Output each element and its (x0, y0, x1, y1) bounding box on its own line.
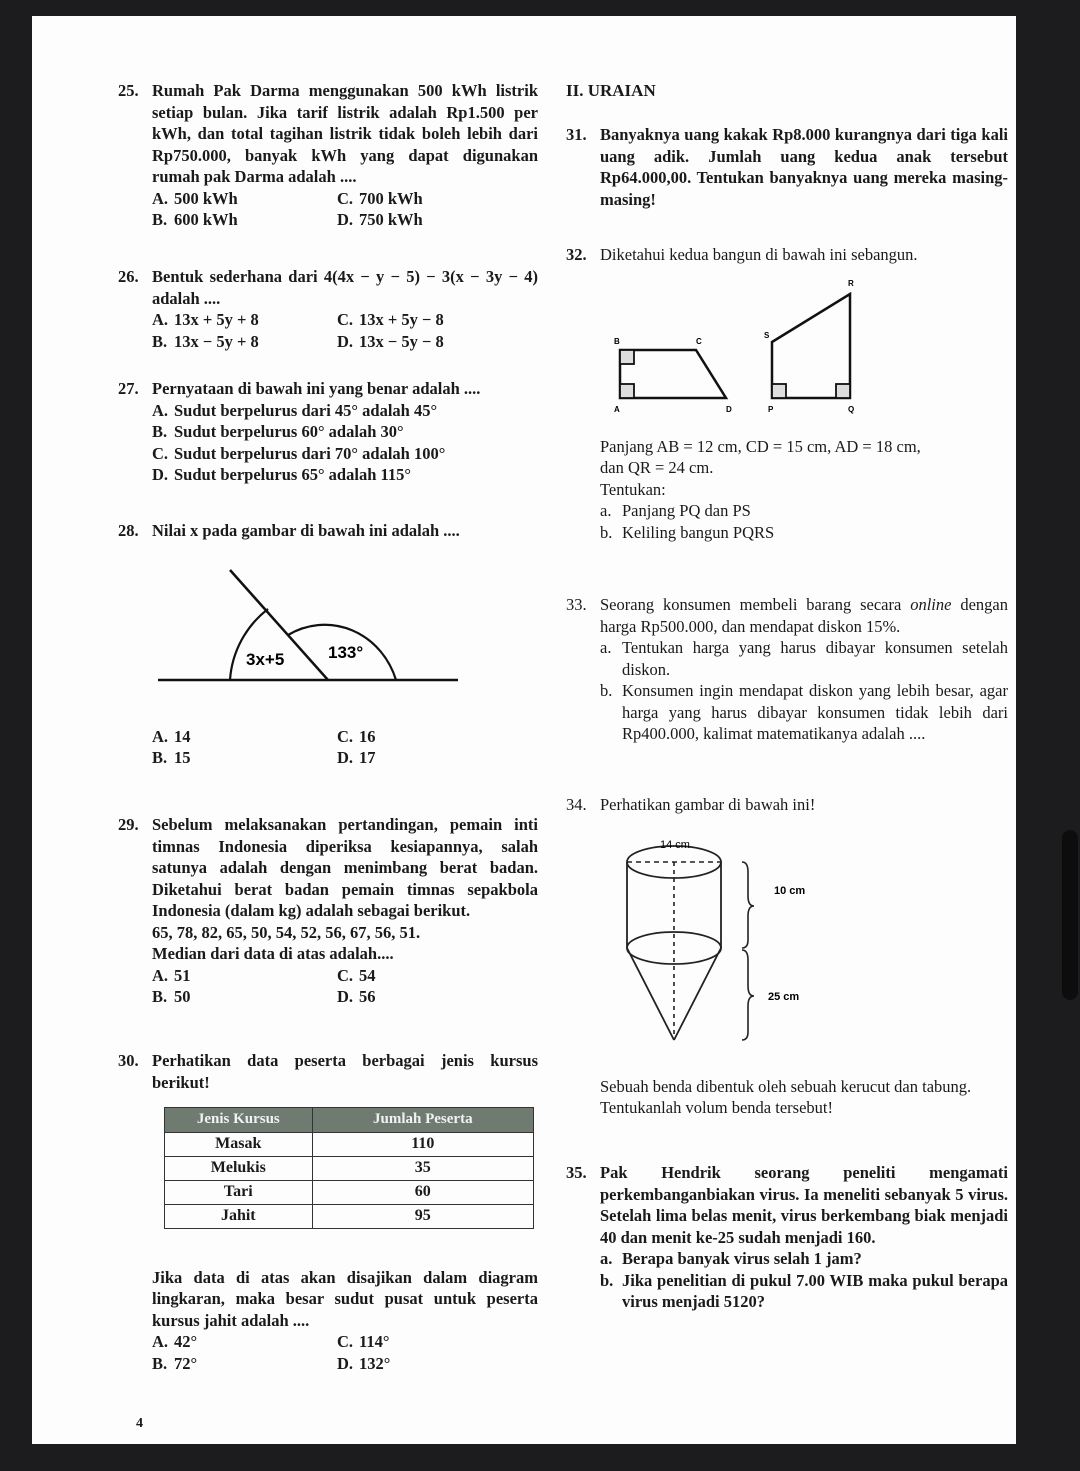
question-33 (566, 594, 1008, 745)
question-number: 33. (566, 595, 587, 614)
sub-question (600, 1248, 1008, 1270)
option-text: Sudut berpelurus dari 70° adalah 100° (174, 443, 446, 463)
option[interactable] (152, 421, 538, 443)
question-prompt: Tentukanlah volum benda tersebut! (600, 1098, 833, 1117)
question-number: 25. (118, 81, 139, 100)
option-text: 54 (359, 965, 376, 985)
question-29 (118, 814, 538, 1008)
question-31 (566, 124, 1008, 210)
option[interactable] (337, 965, 538, 987)
page-number: 4 (136, 1416, 143, 1431)
options (152, 188, 538, 231)
question-text: Pak Hendrik seorang peneliti mengamati perkembanganbiakan virus. Ia meneliti sebanyak 5 virus. Setelah lima belas menit, virus berkembang biak menjadi 40 dan menit ke-25 sudah menjadi 160. (600, 1163, 1008, 1247)
question-number: 32. (566, 245, 587, 264)
question-number: 35. (566, 1163, 587, 1182)
sub-letter: b. (600, 522, 613, 542)
table-cell: 95 (312, 1204, 533, 1228)
question-34 (566, 794, 1008, 1119)
sub-text: Berapa banyak virus selah 1 jam? (622, 1249, 862, 1268)
question-text: Rumah Pak Darma menggunakan 500 kWh listrik setiap bulan. Jika tarif listrik adalah Rp1.500 per kWh, dan total tagihan listrik tidak boleh lebih dari Rp750.000, banyak kWh yang dapat digunakan rumah pak Darma adalah .... (152, 81, 538, 186)
table-cell: Jahit (165, 1204, 313, 1228)
option-letter: A. (152, 400, 169, 420)
question-text: Diketahui kedua bangun di bawah ini sebangun. (600, 245, 918, 264)
options (152, 965, 538, 1008)
question-number: 29. (118, 815, 139, 834)
data-values: 65, 78, 82, 65, 50, 54, 52, 56, 67, 56, 51. (152, 922, 421, 942)
option[interactable] (337, 1331, 538, 1353)
table-header-row (165, 1108, 534, 1133)
question-27 (118, 378, 538, 486)
vertex-label-q: Q (848, 404, 855, 414)
vertex-label-s: S (764, 330, 770, 340)
option[interactable] (152, 1331, 337, 1353)
table-row (165, 1204, 534, 1228)
sub-letter: b. (600, 1270, 614, 1290)
option-letter: C. (152, 443, 169, 463)
question-text: Nilai x pada gambar di bawah ini adalah .... (152, 521, 460, 540)
angle-figure (118, 562, 538, 712)
vertex-label-c: C (696, 336, 702, 346)
option-text: 114° (359, 1332, 390, 1351)
table-row (165, 1132, 534, 1156)
sub-question (600, 680, 1008, 745)
option-text: 700 kWh (359, 188, 423, 208)
italic-word: online (910, 595, 952, 614)
sub-letter: a. (600, 1249, 613, 1268)
option[interactable] (152, 726, 337, 748)
sub-letter: a. (600, 501, 612, 520)
option-letter: A. (152, 188, 169, 208)
question-30 (118, 1050, 538, 1374)
option[interactable] (337, 986, 538, 1008)
option[interactable] (152, 464, 538, 486)
question-number: 31. (566, 125, 587, 144)
option-text: 50 (174, 987, 191, 1006)
question-prompt: Tentukan: (600, 479, 666, 499)
table-cell: Melukis (165, 1156, 313, 1180)
option[interactable] (152, 747, 337, 769)
option-text: 17 (359, 748, 376, 767)
option-letter: B. (152, 748, 168, 767)
option-letter: D. (337, 1353, 354, 1373)
table-header: Jumlah Peserta (312, 1108, 533, 1133)
question-text (600, 594, 1008, 637)
course-table (164, 1107, 534, 1229)
options (118, 400, 538, 486)
table-cell: 110 (312, 1132, 533, 1156)
option-letter: D. (152, 465, 169, 484)
sub-text: Konsumen ingin mendapat diskon yang lebih besar, agar harga yang harus dibayar konsumen tidak lebih dari Rp400.000, kalimat matematikanya adalah .... (622, 681, 1008, 743)
option-text: 132° (359, 1353, 391, 1373)
option[interactable] (152, 331, 337, 353)
cylinder-cone-figure (586, 820, 866, 1050)
options (152, 1331, 538, 1374)
option[interactable] (337, 309, 538, 331)
option[interactable] (337, 1353, 538, 1375)
option-text: 72° (174, 1353, 198, 1373)
option[interactable] (152, 965, 337, 987)
table-header: Jenis Kursus (165, 1108, 313, 1133)
similar-shapes-figure (596, 270, 916, 420)
option-letter: D. (337, 748, 354, 767)
sub-text: Tentukan harga yang harus dibayar konsumen setelah diskon. (622, 638, 1008, 679)
option-letter: B. (152, 210, 168, 229)
question-prompt: Median dari data di atas adalah.... (152, 944, 394, 963)
option-text: 500 kWh (174, 188, 238, 208)
sub-question (600, 1270, 1008, 1313)
option[interactable] (337, 188, 538, 210)
table-row (165, 1180, 534, 1204)
figure-description: Sebuah benda dibentuk oleh sebuah kerucut dan tabung. (600, 1076, 972, 1096)
sub-question (600, 500, 1008, 522)
question-number: 30. (118, 1051, 139, 1070)
option-letter: A. (152, 1332, 169, 1351)
question-text-2: Jika data di atas akan disajikan dalam diagram lingkaran, maka besar sudut pusat untuk peserta kursus jahit adalah .... (152, 1267, 538, 1330)
option-text: 16 (359, 726, 376, 746)
vertex-label-a: A (614, 404, 620, 414)
option-text: 13x + 5y − 8 (359, 310, 444, 329)
question-text: Pernyataan di bawah ini yang benar adalah .... (152, 379, 481, 398)
brace-cone (742, 950, 754, 1040)
option-text: 600 kWh (174, 210, 238, 229)
question-35 (566, 1162, 1008, 1313)
option-letter: D. (337, 987, 354, 1006)
sub-text: Jika penelitian di pukul 7.00 WIB maka pukul berapa virus menjadi 5120? (622, 1270, 1008, 1311)
option[interactable] (337, 726, 538, 748)
question-number: 34. (566, 795, 587, 814)
option-text: 750 kWh (359, 210, 423, 229)
scrollbar-thumb[interactable] (1062, 830, 1078, 1000)
question-text: Perhatikan gambar di bawah ini! (600, 795, 816, 814)
option[interactable] (337, 331, 538, 353)
sub-text: Panjang PQ dan PS (622, 501, 751, 520)
angle-arc-left (230, 609, 268, 680)
option-letter: D. (337, 210, 354, 229)
vertex-label-b: B (614, 336, 620, 346)
brace-cylinder (742, 862, 754, 948)
option-text: 15 (174, 748, 191, 767)
sub-letter: b. (600, 681, 613, 700)
option-letter: C. (337, 310, 354, 329)
option-text: 13x + 5y + 8 (174, 310, 259, 329)
option-text: Sudut berpelurus 65° adalah 115° (174, 465, 411, 484)
question-text: Banyaknya uang kakak Rp8.000 kurangnya dari tiga kali uang adik. Jumlah uang kedua anak tersebut Rp64.000,00. Tentukan banyaknya uang mereka masing-masing! (600, 125, 1008, 209)
question-text: Perhatikan data peserta berbagai jenis kursus berikut! (152, 1051, 538, 1092)
option-letter: B. (152, 422, 168, 441)
option-letter: D. (337, 331, 354, 351)
option-text: 14 (174, 726, 191, 746)
table-cell: 35 (312, 1156, 533, 1180)
vertex-label-d: D (726, 404, 732, 414)
trapezoid-abcd (614, 337, 732, 414)
option-letter: C. (337, 965, 354, 985)
option[interactable] (152, 400, 538, 422)
option[interactable] (152, 209, 337, 231)
sub-letter: a. (600, 638, 612, 657)
question-number: 26. (118, 267, 139, 286)
diameter-label: 14 cm (660, 838, 690, 851)
angle-right-label: 133° (328, 642, 364, 662)
option-letter: B. (152, 1353, 168, 1373)
angle-left-label: 3x+5 (246, 649, 285, 669)
vertex-label-p: P (768, 404, 774, 414)
table-row (165, 1156, 534, 1180)
option-letter: C. (337, 726, 354, 746)
option-letter: B. (152, 331, 168, 351)
sub-text: Keliling bangun PQRS (622, 522, 775, 542)
vertex-label-r: R (848, 278, 854, 288)
option[interactable] (152, 1353, 337, 1375)
option-text: 51 (174, 965, 191, 985)
given-line-2: dan QR = 24 cm. (600, 458, 714, 477)
question-25 (118, 80, 538, 231)
option-letter: C. (337, 188, 354, 208)
option-letter: A. (152, 310, 169, 329)
question-26 (118, 266, 538, 352)
option-letter: A. (152, 965, 169, 985)
options (152, 309, 538, 352)
option[interactable] (337, 747, 538, 769)
options (152, 726, 538, 769)
table-cell: 60 (312, 1180, 533, 1204)
table-cell: Masak (165, 1132, 313, 1156)
option-letter: A. (152, 726, 169, 746)
given-line-1: Panjang AB = 12 cm, CD = 15 cm, AD = 18 cm, (600, 436, 921, 456)
sub-question (600, 637, 1008, 680)
cone-height-label: 25 cm (768, 990, 800, 1003)
option-letter: B. (152, 987, 168, 1006)
option-text: 13x − 5y + 8 (174, 331, 259, 351)
option[interactable] (152, 986, 337, 1008)
trapezoid-pqrs (764, 279, 854, 414)
table-cell: Tari (165, 1180, 313, 1204)
option-text: 42° (174, 1332, 198, 1351)
option-text: Sudut berpelurus 60° adalah 30° (174, 422, 404, 441)
question-32 (566, 244, 1008, 543)
question-number: 27. (118, 379, 139, 398)
option-text: Sudut berpelurus dari 45° adalah 45° (174, 400, 438, 420)
question-number: 28. (118, 521, 139, 540)
option[interactable] (152, 443, 538, 465)
option[interactable] (152, 309, 337, 331)
option-text: 56 (359, 987, 376, 1006)
cylinder-height-label: 10 cm (774, 884, 806, 897)
option[interactable] (152, 188, 337, 210)
question-text: Sebelum melaksanakan pertandingan, pemain inti timnas Indonesia diperiksa kesiapannya, salah satunya adalah dengan menimbang berat badan. Diketahui berat badan pemain timnas sepakbola Indonesia (dalam kg) adalah sebagai berikut. (152, 815, 538, 920)
question-text: Bentuk sederhana dari 4(4x − y − 5) − 3(x − 3y − 4) adalah .... (152, 267, 538, 308)
option-letter: C. (337, 1332, 354, 1351)
option-text: 13x − 5y − 8 (359, 331, 444, 351)
question-28 (118, 520, 538, 769)
text-segment: dengan harga Rp500.000, dan mendapat diskon 15%. (600, 595, 1008, 636)
section-title: II. URAIAN (566, 81, 656, 100)
sub-question (600, 522, 1008, 544)
text-segment: Seorang konsumen membeli barang secara (600, 595, 911, 614)
option[interactable] (337, 209, 538, 231)
